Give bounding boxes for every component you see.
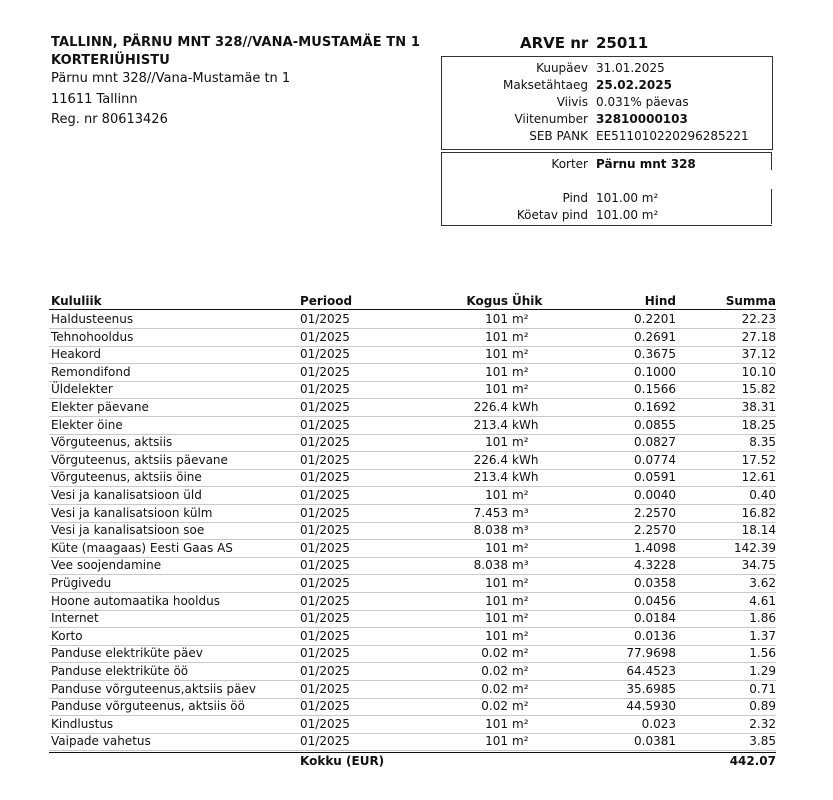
cell-sum: 15.82 — [741, 382, 776, 397]
cell-cost-type: Elekter öine — [51, 417, 123, 432]
cell-price: 0.0136 — [634, 628, 676, 643]
cell-period: 01/2025 — [300, 611, 350, 626]
cell-unit: m² — [512, 593, 529, 608]
cell-quantity: 8.038 — [473, 558, 508, 573]
cell-unit: m² — [512, 681, 529, 696]
heated-area-value: 101.00 m² — [596, 208, 659, 222]
cell-period: 01/2025 — [300, 400, 350, 414]
cell-period: 01/2025 — [300, 646, 350, 661]
invoice-detail-label: Maksetähtaeg — [502, 78, 588, 92]
cell-period: 01/2025 — [300, 364, 350, 379]
cell-quantity: 101 — [485, 593, 508, 608]
table-row — [0, 540, 833, 558]
cell-unit: m³ — [512, 558, 529, 573]
cell-price: 1.4098 — [634, 540, 676, 555]
cell-unit: m² — [512, 347, 529, 362]
cell-cost-type: Panduse elektriküte öö — [51, 664, 189, 678]
table-row — [0, 364, 833, 382]
table-row — [0, 311, 833, 329]
cell-price: 0.0381 — [634, 734, 676, 749]
table-row — [0, 487, 833, 505]
cell-unit: kWh — [512, 452, 539, 467]
cell-sum: 34.75 — [741, 558, 776, 573]
cell-quantity: 226.4 — [473, 400, 508, 414]
header-unit: Ühik — [512, 294, 543, 308]
cell-cost-type: Küte (maagaas) Eesti Gaas AS — [51, 540, 233, 555]
cell-price: 0.1692 — [634, 400, 676, 414]
table-row — [0, 505, 833, 523]
cell-quantity: 101 — [485, 576, 508, 590]
cell-period: 01/2025 — [300, 435, 350, 450]
cell-period: 01/2025 — [300, 382, 350, 397]
cell-sum: 3.62 — [749, 576, 776, 590]
cell-sum: 18.25 — [741, 417, 776, 432]
cell-period: 01/2025 — [300, 470, 350, 485]
cell-sum: 38.31 — [741, 400, 776, 414]
table-row — [0, 645, 833, 663]
cell-period: 01/2025 — [300, 523, 350, 538]
cell-quantity: 101 — [485, 734, 508, 749]
cell-quantity: 7.453 — [473, 505, 508, 520]
cell-sum: 22.23 — [741, 312, 776, 326]
cell-price: 0.2201 — [634, 312, 676, 326]
cell-unit: m² — [512, 312, 529, 326]
cell-period: 01/2025 — [300, 558, 350, 573]
table-row — [0, 557, 833, 575]
cell-period: 01/2025 — [300, 452, 350, 467]
cell-unit: m² — [512, 611, 529, 626]
cell-unit: m² — [512, 488, 529, 502]
cell-period: 01/2025 — [300, 628, 350, 643]
cell-price: 64.4523 — [626, 664, 676, 678]
table-row — [0, 381, 833, 399]
table-row — [0, 681, 833, 699]
cell-cost-type: Remondifond — [51, 364, 131, 379]
invoice-detail-label: Kuupäev — [536, 61, 588, 75]
cell-cost-type: Panduse võrguteenus, aktsiis öö — [51, 699, 245, 714]
cell-sum: 37.12 — [741, 347, 776, 362]
apartment-label: Korter — [551, 157, 588, 171]
cell-cost-type: Panduse võrguteenus,aktsiis päev — [51, 681, 256, 696]
cell-sum: 142.39 — [734, 540, 776, 555]
cell-period: 01/2025 — [300, 716, 350, 731]
cell-cost-type: Elekter päevane — [51, 400, 149, 414]
cell-unit: kWh — [512, 470, 539, 485]
cell-quantity: 213.4 — [473, 470, 508, 485]
cell-unit: m² — [512, 628, 529, 643]
area-value: 101.00 m² — [596, 191, 659, 205]
cell-cost-type: Vesi ja kanalisatsioon üld — [51, 488, 202, 502]
invoice-detail-value: 25.02.2025 — [596, 78, 672, 92]
cell-cost-type: Internet — [51, 611, 99, 626]
apartment-box-border — [771, 152, 772, 170]
table-row — [0, 663, 833, 681]
invoice-detail-value: 32810000103 — [596, 112, 688, 126]
cell-quantity: 101 — [485, 329, 508, 344]
cell-quantity: 101 — [485, 540, 508, 555]
header-cost-type: Kululiik — [51, 294, 102, 308]
cell-quantity: 0.02 — [481, 664, 508, 678]
table-row — [0, 452, 833, 470]
invoice-detail-value: EE511010220296285221 — [596, 129, 749, 143]
cell-sum: 0.89 — [749, 699, 776, 714]
cell-sum: 1.86 — [749, 611, 776, 626]
cell-price: 77.9698 — [626, 646, 676, 661]
cell-sum: 1.37 — [749, 628, 776, 643]
invoice-detail-value: 0.031% päevas — [596, 95, 689, 109]
organization-address-street: Pärnu mnt 328//Vana-Mustamäe tn 1 — [51, 71, 291, 86]
cell-cost-type: Üldelekter — [51, 382, 113, 397]
invoice-title: ARVE nr — [520, 34, 589, 52]
cell-quantity: 101 — [485, 628, 508, 643]
cell-cost-type: Tehnohooldus — [51, 329, 134, 344]
cell-sum: 3.85 — [749, 734, 776, 749]
cell-sum: 0.71 — [749, 681, 776, 696]
cell-period: 01/2025 — [300, 488, 350, 502]
table-row — [0, 698, 833, 716]
cell-unit: m³ — [512, 505, 529, 520]
table-row — [0, 522, 833, 540]
cell-period: 01/2025 — [300, 734, 350, 749]
cell-unit: m² — [512, 664, 529, 678]
cell-period: 01/2025 — [300, 312, 350, 326]
cell-unit: m² — [512, 576, 529, 590]
header-period: Periood — [300, 294, 353, 308]
cell-price: 0.0040 — [634, 488, 676, 502]
cell-period: 01/2025 — [300, 699, 350, 714]
table-row — [0, 417, 833, 435]
table-row — [0, 575, 833, 593]
cell-quantity: 0.02 — [481, 646, 508, 661]
header-rule — [49, 309, 776, 310]
cell-quantity: 101 — [485, 435, 508, 450]
cell-sum: 1.29 — [749, 664, 776, 678]
cell-price: 0.0358 — [634, 576, 676, 590]
cell-quantity: 213.4 — [473, 417, 508, 432]
cell-unit: m³ — [512, 523, 529, 538]
cell-unit: kWh — [512, 400, 539, 414]
cell-period: 01/2025 — [300, 593, 350, 608]
cell-price: 4.3228 — [634, 558, 676, 573]
cell-sum: 8.35 — [749, 435, 776, 450]
cell-quantity: 226.4 — [473, 452, 508, 467]
cell-unit: m² — [512, 716, 529, 731]
table-row — [0, 610, 833, 628]
header-quantity: Kogus — [466, 294, 508, 308]
cell-quantity: 101 — [485, 488, 508, 502]
cell-sum: 17.52 — [741, 452, 776, 467]
cell-price: 0.0591 — [634, 470, 676, 485]
cell-price: 35.6985 — [626, 681, 676, 696]
cell-unit: m² — [512, 540, 529, 555]
table-row — [0, 733, 833, 751]
table-row — [0, 329, 833, 347]
cell-price: 0.1000 — [634, 364, 676, 379]
cell-unit: m² — [512, 646, 529, 661]
cell-sum: 12.61 — [741, 470, 776, 485]
invoice-detail-label: Viitenumber — [514, 112, 588, 126]
cell-period: 01/2025 — [300, 417, 350, 432]
invoice-detail-label: SEB PANK — [529, 129, 588, 143]
cell-quantity: 101 — [485, 611, 508, 626]
cell-sum: 4.61 — [749, 593, 776, 608]
cell-period: 01/2025 — [300, 347, 350, 362]
cell-quantity: 101 — [485, 312, 508, 326]
organization-reg-number: Reg. nr 80613426 — [51, 112, 168, 127]
cell-sum: 0.40 — [749, 488, 776, 502]
cell-quantity: 8.038 — [473, 523, 508, 538]
table-row — [0, 346, 833, 364]
cell-unit: m² — [512, 435, 529, 450]
cell-cost-type: Haldusteenus — [51, 312, 134, 326]
cell-price: 0.0855 — [634, 417, 676, 432]
cell-quantity: 0.02 — [481, 699, 508, 714]
area-label: Pind — [562, 191, 588, 205]
header-sum: Summa — [725, 294, 776, 308]
cell-cost-type: Panduse elektriküte päev — [51, 646, 203, 661]
cell-cost-type: Võrguteenus, aktsiis öine — [51, 470, 202, 485]
cell-quantity: 101 — [485, 382, 508, 397]
cell-sum: 18.14 — [741, 523, 776, 538]
cell-cost-type: Heakord — [51, 347, 101, 362]
cell-cost-type: Korto — [51, 628, 83, 643]
cell-price: 0.023 — [641, 716, 676, 731]
cell-unit: m² — [512, 329, 529, 344]
total-rule — [49, 752, 776, 753]
cell-cost-type: Prügivedu — [51, 576, 112, 590]
cell-sum: 27.18 — [741, 329, 776, 344]
header-price: Hind — [644, 294, 676, 308]
cell-price: 44.5930 — [626, 699, 676, 714]
cell-cost-type: Vesi ja kanalisatsioon külm — [51, 505, 213, 520]
cell-price: 0.1566 — [634, 382, 676, 397]
cell-period: 01/2025 — [300, 505, 350, 520]
table-row — [0, 399, 833, 417]
cell-price: 0.3675 — [634, 347, 676, 362]
table-row — [0, 469, 833, 487]
cell-sum: 16.82 — [741, 505, 776, 520]
cell-quantity: 101 — [485, 716, 508, 731]
cell-price: 0.2691 — [634, 329, 676, 344]
invoice-number: 25011 — [596, 34, 649, 52]
cell-price: 0.0456 — [634, 593, 676, 608]
table-row — [0, 593, 833, 611]
cell-period: 01/2025 — [300, 540, 350, 555]
cell-sum: 10.10 — [741, 364, 776, 379]
invoice-detail-value: 31.01.2025 — [596, 61, 665, 75]
cell-unit: m² — [512, 734, 529, 749]
organization-address-city: 11611 Tallinn — [51, 92, 138, 107]
table-row — [0, 716, 833, 734]
heated-area-label: Köetav pind — [516, 208, 588, 222]
cell-period: 01/2025 — [300, 664, 350, 678]
cell-cost-type: Kindlustus — [51, 716, 114, 731]
table-row — [0, 434, 833, 452]
cell-quantity: 101 — [485, 364, 508, 379]
cell-period: 01/2025 — [300, 329, 350, 344]
total-label: Kokku (EUR) — [300, 754, 385, 768]
organization-name: TALLINN, PÄRNU MNT 328//VANA-MUSTAMÄE TN 1 KORTERIÜHISTU — [51, 35, 421, 68]
cell-price: 0.0774 — [634, 452, 676, 467]
cell-unit: m² — [512, 364, 529, 379]
cell-period: 01/2025 — [300, 681, 350, 696]
cell-quantity: 0.02 — [481, 681, 508, 696]
cell-price: 0.0184 — [634, 611, 676, 626]
table-row — [0, 628, 833, 646]
apartment-box-border — [771, 189, 772, 224]
cell-cost-type: Võrguteenus, aktsiis — [51, 435, 173, 450]
cell-cost-type: Võrguteenus, aktsiis päevane — [51, 452, 228, 467]
cell-cost-type: Vee soojendamine — [51, 558, 162, 573]
total-value: 442.07 — [729, 754, 776, 768]
cell-quantity: 101 — [485, 347, 508, 362]
cell-unit: kWh — [512, 417, 539, 432]
cell-unit: m² — [512, 382, 529, 397]
cell-sum: 1.56 — [749, 646, 776, 661]
cell-cost-type: Hoone automaatika hooldus — [51, 593, 220, 608]
cell-period: 01/2025 — [300, 576, 350, 590]
cell-cost-type: Vesi ja kanalisatsioon soe — [51, 523, 205, 538]
invoice-detail-label: Viivis — [556, 95, 588, 109]
cell-price: 2.2570 — [634, 523, 676, 538]
cell-sum: 2.32 — [749, 716, 776, 731]
cell-price: 0.0827 — [634, 435, 676, 450]
cell-cost-type: Vaipade vahetus — [51, 734, 151, 749]
apartment-value: Pärnu mnt 328 — [596, 157, 696, 171]
cell-unit: m² — [512, 699, 529, 714]
cell-price: 2.2570 — [634, 505, 676, 520]
